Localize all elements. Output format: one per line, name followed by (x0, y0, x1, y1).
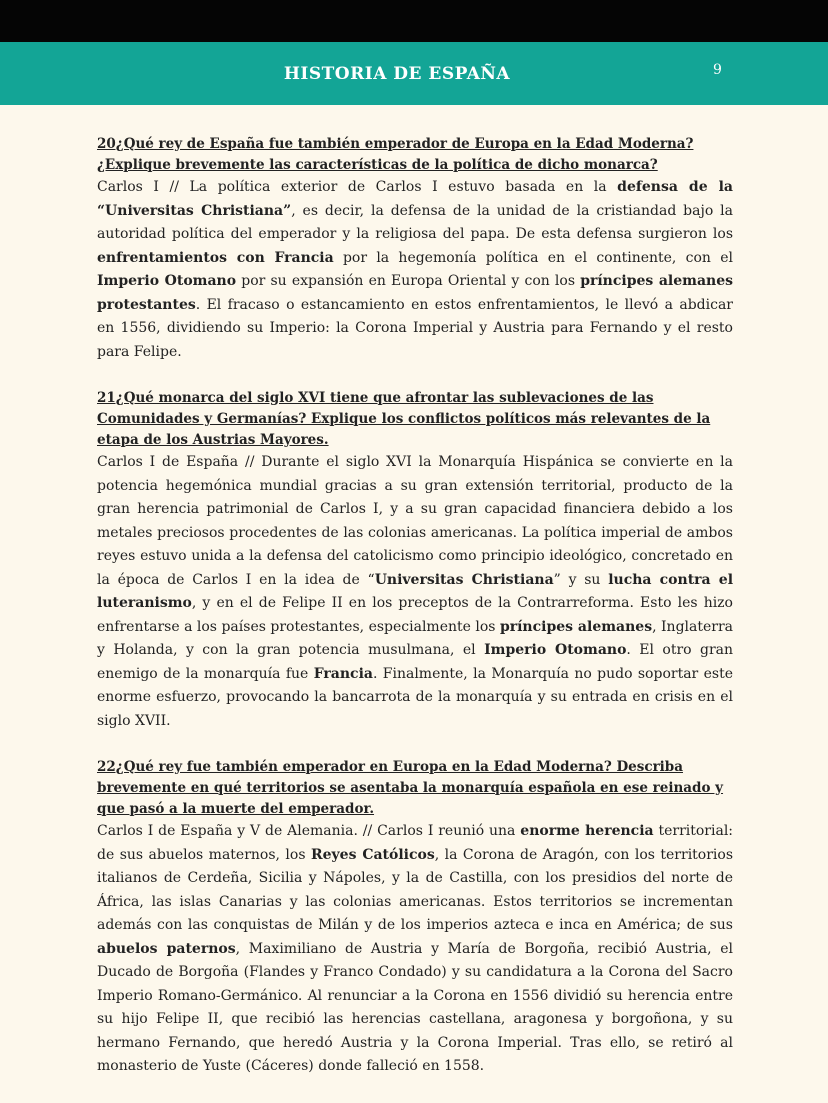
answer-run: Carlos I // La política exterior de Carlos I estuvo basada en la (97, 179, 618, 195)
page-number: 9 (713, 62, 722, 78)
answer-run: , es decir, la defensa de la unidad de la cristiandad bajo la autoridad política del emperador y la religiosa del papa. De esta defensa surgieron los (97, 202, 733, 242)
bold-term: defensa de la “Universitas Christiana” (97, 179, 733, 219)
question-block (97, 757, 733, 1079)
question-heading: 20¿Qué rey de España fue también emperador de Europa en la Edad Moderna? ¿Explique brevemente las características de la política de dicho monarca? (97, 136, 694, 173)
document-body (97, 134, 733, 1103)
answer-run: . El otro gran enemigo de la monarquía fue (97, 642, 734, 682)
answer-run: , la Corona de Aragón, con los territorios italianos de Cerdeña, Sicilia y Nápoles, y la de Castilla, con los presidios del norte de África, las islas Canarias y las colonias americanas. Estos territorios se incrementan además con las conquistas de Milán y de los imperios azteca e inca en América; de sus (97, 846, 734, 933)
bold-term: lucha contra el luteranismo (97, 571, 734, 611)
answer-run: . El fracaso o estancamiento en estos enfrentamientos, le llevó a abdicar en 1556, dividiendo su Imperio: la Corona Imperial y Austria para Fernando y el resto para Felipe. (97, 296, 733, 360)
bold-term: abuelos paternos (97, 940, 236, 957)
answer-run: por la hegemonía política en el continente, con el (333, 249, 733, 266)
answer-run: . Finalmente, la Monarquía no pudo soportar este enorme esfuerzo, provocando la bancarrota de la monarquía y su entrada en crisis en el siglo XVII. (97, 665, 733, 729)
bold-term: Universitas Christiana (374, 571, 554, 588)
page-title: HISTORIA DE ESPAÑA (283, 64, 511, 84)
bold-term: enfrentamientos con Francia (97, 249, 334, 266)
answer-run: territorial: de sus abuelos maternos, los (97, 823, 734, 863)
answer-run: , Inglaterra y Holanda, y con la gran potencia musulmana, el (97, 618, 733, 658)
bold-term: Reyes Católicos (310, 846, 435, 863)
bold-term: Imperio Otomano (97, 273, 237, 289)
bold-term: príncipes alemanes (499, 618, 653, 635)
bold-term: príncipes alemanes protestantes (97, 273, 733, 313)
answer-run: , y en el de Felipe II en los preceptos de la Contrarreforma. Esto les hizo enfrentarse a los países protestantes, especialmente los (97, 595, 733, 635)
bold-term: Imperio Otomano (484, 642, 627, 658)
page-header (0, 42, 828, 105)
answer-run: Carlos I de España y V de Alemania. // Carlos I reunió una (97, 823, 521, 839)
answer-text (97, 820, 733, 1079)
bold-term: enorme herencia (520, 823, 654, 839)
answer-run: , Maximiliano de Austria y María de Borgoña, recibió Austria, el Ducado de Borgoña (Flandes y Franco Condado) y su candidatura a la Corona del Sacro Imperio Romano-Germánico. Al renunciar a la Corona en 1556 dividió su herencia entre su hijo Felipe II, que recibió las herencias castellana, aragonesa y borgoñona, y su hermano Fernando, que heredó Austria y la Corona Imperial. Tras ello, se retiró al monasterio de Yuste (Cáceres) donde falleció en 1558. (97, 940, 733, 1074)
question-block (97, 388, 733, 733)
answer-run: Carlos I de España // Durante el siglo XVI la Monarquía Hispánica se convierte en la potencia hegemónica mundial gracias a su gran extensión territorial, producto de la gran herencia patrimonial de Carlos I, y a su gran capacidad financiera debido a los metales preciosos procedentes de las colonias americanas. La política imperial de ambos reyes estuvo unida a la defensa del catolicismo como principio ideológico, concretado en la época de Carlos I en la idea de “ (97, 454, 733, 588)
answer-text (97, 451, 733, 733)
top-bar (0, 0, 828, 42)
answer-run: ” y su (553, 571, 609, 588)
question-block (97, 134, 733, 364)
answer-run: por su expansión en Europa Oriental y con los (236, 273, 581, 289)
question-heading: 22¿Qué rey fue también emperador en Europa en la Edad Moderna? Describa brevemente en qué territorios se asentaba la monarquía española en ese reinado y que pasó a la muerte del emperador. (97, 759, 724, 817)
question-heading: 21¿Qué monarca del siglo XVI tiene que afrontar las sublevaciones de las Comunidades y Germanías? Explique los conflictos políticos más relevantes de la etapa de los Austrias Mayores. (97, 390, 711, 448)
answer-text (97, 176, 733, 364)
bold-term: Francia (313, 665, 373, 682)
